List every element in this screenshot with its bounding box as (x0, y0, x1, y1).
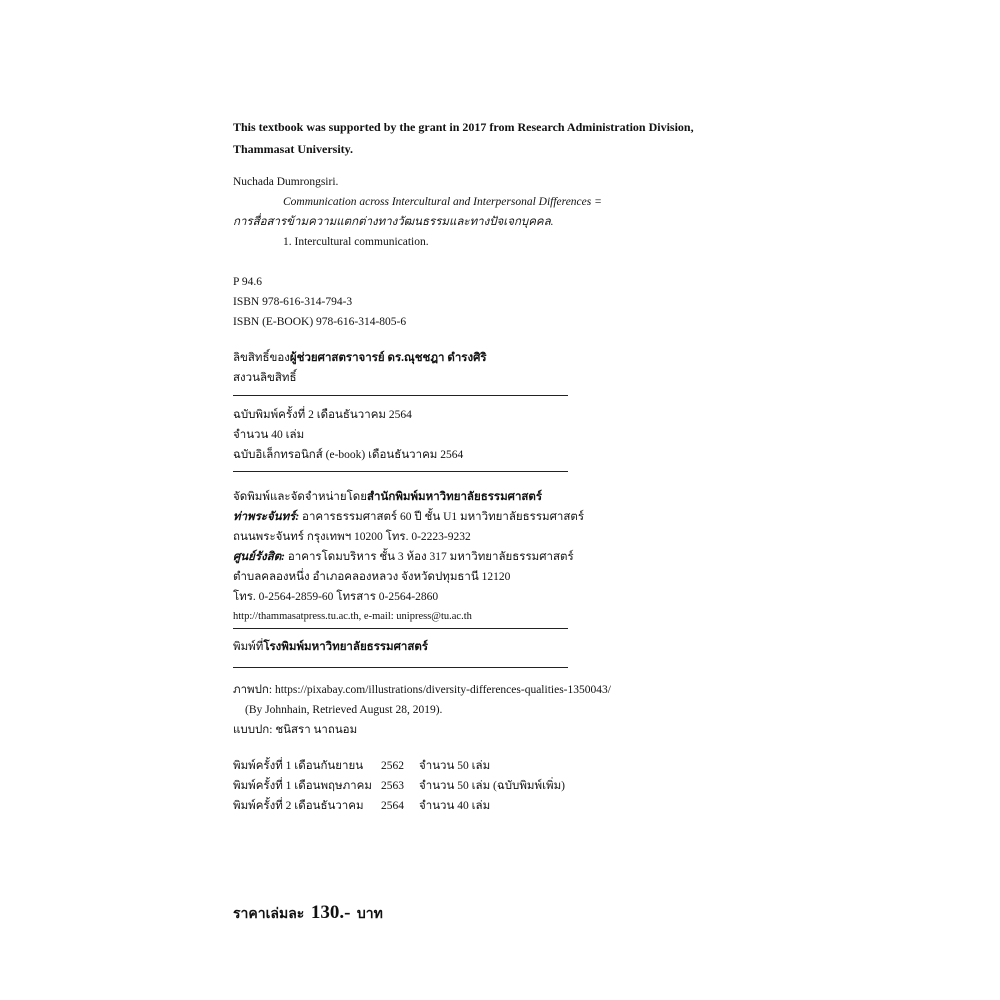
edition-line-3: ฉบับอิเล็กทรอนิกส์ (e-book) เดือนธันวาคม 2564 (233, 449, 464, 461)
catalog-author: Nuchada Dumrongsiri. (233, 176, 339, 188)
price-unit: บาท (356, 907, 383, 922)
printing-edition: พิมพ์ครั้งที่ 2 เดือนธันวาคม (233, 800, 364, 812)
printer-block (233, 637, 428, 657)
grant-line-1: This textbook was supported by the grant in 2017 from Research Administration Division, (233, 120, 694, 134)
divider (233, 471, 568, 472)
printing-year: 2563 (381, 780, 404, 792)
price (233, 902, 383, 925)
publisher-web: http://thammasatpress.tu.ac.th, e-mail: unipress@tu.ac.th (233, 611, 472, 622)
copyright-owner (233, 348, 487, 368)
copyright-owner-prefix: ลิขสิทธิ์ของ (233, 352, 290, 364)
printer-line (233, 637, 428, 657)
publisher-phone: โทร. 0-2564-2859-60 โทรสาร 0-2564-2860 (233, 591, 439, 603)
divider (233, 667, 568, 668)
call-number: P 94.6 (233, 276, 262, 288)
grant-statement (233, 116, 694, 160)
cover-design-credit: แบบปก: ชนิสรา นาถนอม (233, 724, 358, 736)
printing-year: 2562 (381, 760, 404, 772)
publisher-line (233, 487, 584, 507)
printing-copies: จำนวน 50 เล่ม (419, 760, 491, 772)
tha-prachan-label: ท่าพระจันทร์: (233, 511, 300, 523)
cover-image-credit: ภาพปก: https://pixabay.com/illustrations/diversity-differences-qualities-1350043/ (233, 684, 611, 696)
copyright-block (233, 348, 487, 388)
copyright-reserved: สงวนลิขสิทธิ์ (233, 372, 297, 384)
edition-block (233, 405, 463, 465)
edition-line-2: จำนวน 40 เล่ม (233, 429, 305, 441)
copyright-owner-name: ผู้ช่วยศาสตราจารย์ ดร.ณุชชฎา ดำรงศิริ (289, 352, 487, 364)
printing-edition: พิมพ์ครั้งที่ 1 เดือนพฤษภาคม (233, 780, 372, 792)
divider (233, 395, 568, 396)
tha-prachan-address (233, 507, 584, 527)
publisher-name: สำนักพิมพ์มหาวิทยาลัยธรรมศาสตร์ (367, 491, 543, 503)
cover-credits (233, 680, 611, 740)
isbn: ISBN 978-616-314-794-3 (233, 296, 353, 308)
edition-line-1: ฉบับพิมพ์ครั้งที่ 2 เดือนธันวาคม 2564 (233, 409, 412, 421)
rangsit-address-1: อาคารโดมบริหาร ชั้น 3 ห้อง 317 มหาวิทยาลัยธรรมศาสตร์ (285, 551, 574, 563)
printing-row (233, 756, 565, 776)
divider (233, 628, 568, 629)
rangsit-address (233, 547, 584, 567)
printing-edition: พิมพ์ครั้งที่ 1 เดือนกันยายน (233, 760, 364, 772)
cover-image-attribution: (By Johnhain, Retrieved August 28, 2019). (245, 704, 443, 716)
catalog-title-en: Communication across Intercultural and Interpersonal Differences = (283, 196, 602, 208)
rangsit-label: ศูนย์รังสิต: (233, 551, 286, 563)
tha-prachan-address-2: ถนนพระจันทร์ กรุงเทพฯ 10200 โทร. 0-2223-9232 (233, 531, 471, 543)
tha-prachan-address-1: อาคารธรรมศาสตร์ 60 ปี ชั้น U1 มหาวิทยาลัยธรรมศาสตร์ (299, 511, 585, 523)
printing-row (233, 796, 565, 816)
isbn-ebook: ISBN (E-BOOK) 978-616-314-805-6 (233, 316, 407, 328)
catalog-block (233, 172, 602, 252)
rangsit-address-2: ตำบลคลองหนึ่ง อำเภอคลองหลวง จังหวัดปทุมธานี 12120 (233, 571, 511, 583)
catalog-title-th: การสื่อสารข้ามความแตกต่างทางวัฒนธรรมและทางปัจเจกบุคคล. (233, 216, 554, 228)
printer-prefix: พิมพ์ที่ (233, 641, 264, 653)
grant-line-2: Thammasat University. (233, 142, 353, 156)
publisher-prefix: จัดพิมพ์และจัดจำหน่ายโดย (233, 491, 368, 503)
catalog-numbers (233, 272, 406, 332)
printing-copies: จำนวน 40 เล่ม (419, 800, 491, 812)
printing-year: 2564 (381, 800, 404, 812)
price-label: ราคาเล่มละ (233, 907, 305, 922)
printing-row (233, 776, 565, 796)
publisher-block (233, 487, 584, 627)
price-amount: 130.- (310, 902, 351, 923)
printing-history (233, 756, 565, 816)
printing-copies: จำนวน 50 เล่ม (ฉบับพิมพ์เพิ่ม) (419, 780, 565, 792)
catalog-subject: 1. Intercultural communication. (283, 236, 429, 248)
printer-name: โรงพิมพ์มหาวิทยาลัยธรรมศาสตร์ (263, 641, 429, 653)
